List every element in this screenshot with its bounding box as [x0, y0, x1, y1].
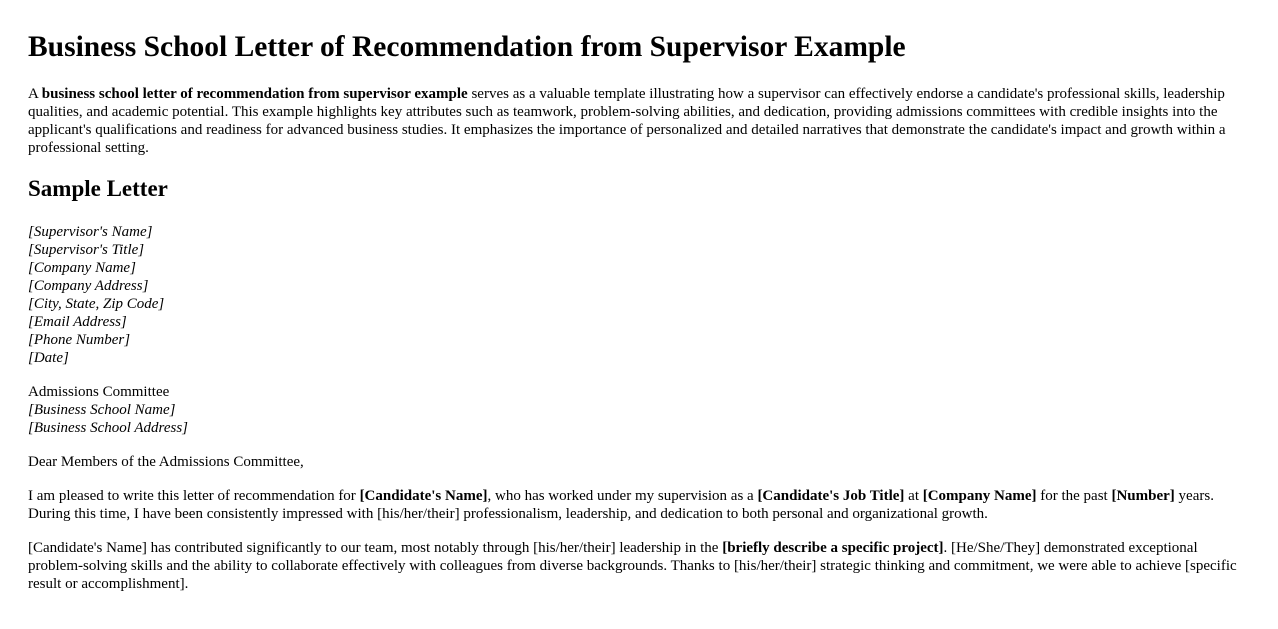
salutation: Dear Members of the Admissions Committee,	[28, 454, 304, 470]
para2-text-1: [Candidate's Name] has contributed significantly to our team, most notably through [his/her/their] leadership in the	[28, 540, 723, 556]
recipient-committee: Admissions Committee	[28, 384, 170, 400]
para1-text-3: at	[904, 488, 923, 504]
recipient-block	[28, 383, 1250, 437]
body-paragraph-2	[28, 539, 1250, 593]
sender-company: [Company Name]	[28, 260, 136, 276]
sender-city: [City, State, Zip Code]	[28, 296, 165, 312]
company-name-placeholder: [Company Name]	[922, 488, 1037, 504]
page-title: Business School Letter of Recommendation from Supervisor Example	[28, 31, 906, 63]
letter-date: [Date]	[28, 350, 69, 366]
recipient-school-address: [Business School Address]	[28, 420, 189, 436]
job-title-placeholder: [Candidate's Job Title]	[757, 488, 905, 504]
sender-company-address: [Company Address]	[28, 278, 149, 294]
intro-bold-phrase: business school letter of recommendation from supervisor example	[41, 86, 468, 102]
section-heading: Sample Letter	[28, 176, 168, 201]
document-page	[0, 28, 1278, 593]
body-paragraph-1	[28, 487, 1250, 523]
para1-text-1: I am pleased to write this letter of recommendation for	[28, 488, 360, 504]
candidate-name-placeholder: [Candidate's Name]	[359, 488, 488, 504]
para1-text-2: , who has worked under my supervision as a	[487, 488, 758, 504]
sender-name: [Supervisor's Name]	[28, 224, 153, 240]
para2-text-2: . [He/She/They] demonstrated exceptional problem-solving skills and the ability to collaborate effectively with colleagues from diverse backgrounds. Thanks to [his/her/their] strategic thinking and commitment, we were able to achieve [specific result or accomplishment].	[28, 540, 1237, 592]
intro-prefix: A	[28, 86, 42, 102]
sender-title: [Supervisor's Title]	[28, 242, 145, 258]
sender-email: [Email Address]	[28, 314, 127, 330]
para1-text-5: years. During this time, I have been consistently impressed with [his/her/their] professionalism, leadership, and dedication to both personal and organizational growth.	[28, 488, 1214, 522]
project-placeholder: [briefly describe a specific project]	[722, 540, 944, 556]
intro-rest: serves as a valuable template illustrating how a supervisor can effectively endorse a candidate's professional skills, leadership qualities, and academic potential. This example highlights key attributes such as teamwork, problem-solving abilities, and dedication, providing admissions committees with credible insights into the applicant's qualifications and readiness for advanced business studies. It emphasizes the importance of personalized and detailed narratives that demonstrate the candidate's impact and growth within a professional setting.	[28, 86, 1226, 156]
intro-paragraph	[28, 85, 1250, 157]
sender-phone: [Phone Number]	[28, 332, 131, 348]
number-placeholder: [Number]	[1111, 488, 1175, 504]
recipient-school-name: [Business School Name]	[28, 402, 176, 418]
para1-text-4: for the past	[1036, 488, 1112, 504]
sender-address-block	[28, 223, 1250, 367]
